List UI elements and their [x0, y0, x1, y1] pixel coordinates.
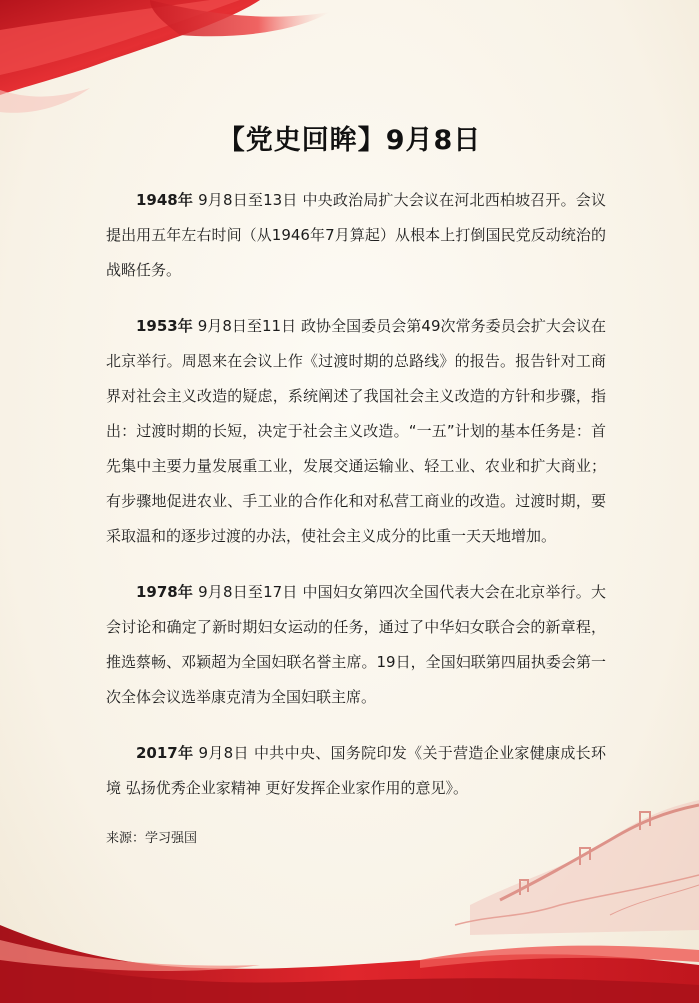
entry-paragraph	[106, 183, 606, 288]
entry-year: 1948年	[136, 191, 194, 209]
entry-text: 9月8日至13日 中央政治局扩大会议在河北西柏坡召开。会议提出用五年左右时间（从1946年7月算起）从根本上打倒国民党反动统治的战略任务。	[106, 191, 606, 279]
entry-year: 1978年	[136, 583, 194, 601]
entry-text: 9月8日 中共中央、国务院印发《关于营造企业家健康成长环境 弘扬优秀企业家精神 更好发挥企业家作用的意见》。	[106, 744, 606, 797]
entry-text: 9月8日至17日 中国妇女第四次全国代表大会在北京举行。大会讨论和确定了新时期妇女运动的任务，通过了中华妇女联合会的新章程，推选蔡畅、邓颖超为全国妇联名誉主席。19日，全国妇联第四届执委会第一次全体会议选举康克清为全国妇联主席。	[106, 583, 606, 706]
entry-paragraph	[106, 575, 606, 715]
entry-paragraph	[106, 309, 606, 554]
entry-text: 9月8日至11日 政协全国委员会第49次常务委员会扩大会议在北京举行。周恩来在会议上作《过渡时期的总路线》的报告。报告针对工商界对社会主义改造的疑虑，系统阐述了我国社会主义改造的方针和步骤，指出：过渡时期的长短，决定于社会主义改造。“一五”计划的基本任务是：首先集中主要力量发展重工业，发展交通运输业、轻工业、农业和扩大商业；有步骤地促进农业、手工业的合作化和对私营工商业的改造。过渡时期，要采取温和的逐步过渡的办法，使社会主义成分的比重一天天地增加。	[106, 317, 607, 545]
entry-year: 2017年	[136, 744, 194, 762]
page-title: 【党史回眸】9月8日	[217, 125, 482, 156]
source-credit: 来源：学习强国	[106, 831, 198, 846]
entry-year: 1953年	[136, 317, 193, 335]
entry-paragraph	[106, 736, 606, 806]
article-body	[106, 183, 606, 846]
